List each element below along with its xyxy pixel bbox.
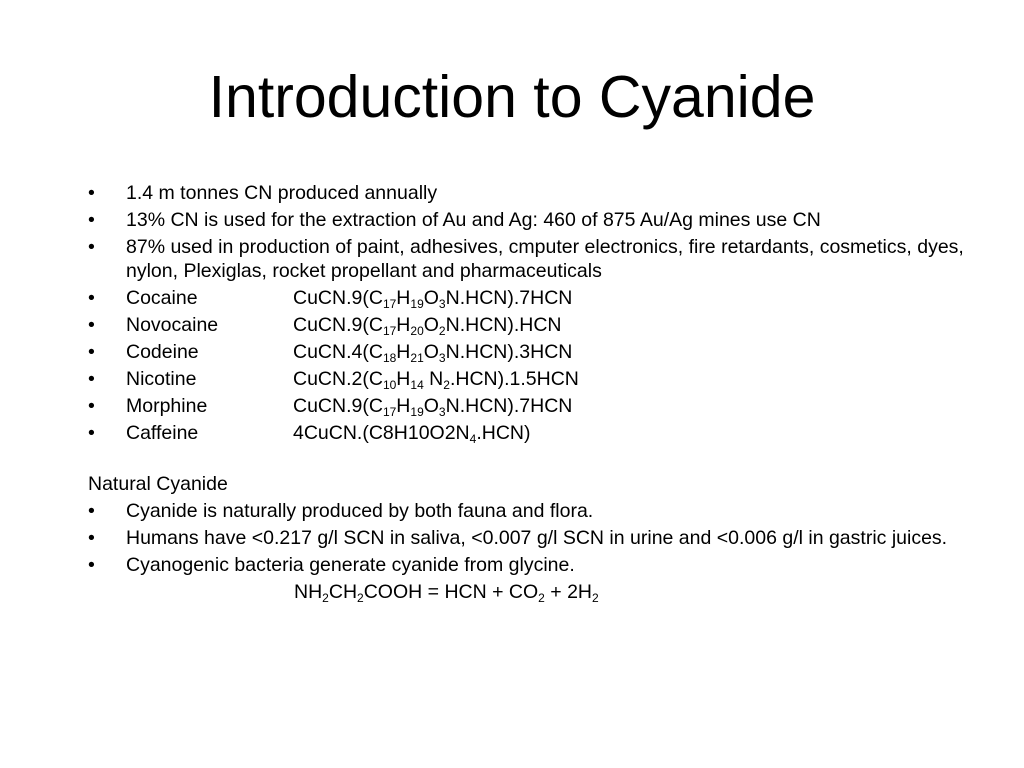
compound-formula: $CuCN.4(C_{18}H_{21}O_3N.HCN).3HCN$ — [293, 341, 573, 365]
list-item — [88, 553, 1018, 577]
compound-row — [88, 394, 1018, 418]
bullet-text: Cyanide is naturally produced by both fauna and flora. — [126, 500, 594, 522]
bullet-text: Humans have <0.217 g/l SCN in saliva, <0.007 g/l SCN in urine and <0.006 g/l in gastric juices. — [126, 527, 948, 549]
bullet-text: Cyanogenic bacteria generate cyanide from glycine. — [126, 554, 575, 576]
compound-row — [88, 313, 1018, 337]
bullet-marker: • — [88, 287, 95, 309]
bullet-text: 13% CN is used for the extraction of Au and Ag: 460 of 875 Au/Ag mines use CN — [126, 209, 821, 231]
bullet-marker: • — [88, 368, 95, 390]
bullet-marker: • — [88, 422, 95, 444]
compound-name: Novocaine — [126, 314, 219, 336]
slide-body — [88, 181, 1018, 604]
bullet-marker: • — [88, 236, 95, 258]
bullet-marker: • — [88, 314, 95, 336]
compound-name: Cocaine — [126, 287, 198, 309]
compound-formula: $CuCN.9(C_{17}H_{20}O_2N.HCN).HCN$ — [293, 314, 562, 338]
bullet-marker: • — [88, 527, 95, 549]
list-item — [88, 499, 1018, 523]
bullet-marker: • — [88, 395, 95, 417]
compound-row — [88, 340, 1018, 364]
compound-row — [88, 367, 1018, 391]
bullet-marker: • — [88, 500, 95, 522]
bullet-marker: • — [88, 209, 95, 231]
section-heading: Natural Cyanide — [88, 473, 228, 495]
bullet-text: 87% used in production of paint, adhesives, cmputer electronics, fire retardants, cosmetics, dyes, nylon, Plexiglas, rocket propellant and pharmaceuticals — [126, 236, 964, 282]
list-item — [88, 208, 1018, 232]
compound-name: Caffeine — [126, 422, 199, 444]
bullet-text: 1.4 m tonnes CN produced annually — [126, 182, 438, 204]
slide-title: Introduction to Cyanide — [208, 64, 816, 130]
compound-row — [88, 286, 1018, 310]
compound-formula: $CuCN.9(C_{17}H_{19}O_3N.HCN).7HCN$ — [293, 287, 573, 311]
glycine-equation: $NH_2CH_2COOH$ = HCN + $CO_2 + 2H_2$ — [294, 581, 599, 605]
compound-name: Morphine — [126, 395, 208, 417]
bullet-marker: • — [88, 182, 95, 204]
compound-formula: $4CuCN.(C8H10O2N_4.HCN)$ — [293, 422, 531, 446]
compound-row — [88, 421, 1018, 445]
bullet-marker: • — [88, 341, 95, 363]
compound-name: Codeine — [126, 341, 199, 363]
compound-name: Nicotine — [126, 368, 197, 390]
compound-formula: $CuCN.9(C_{17}H_{19}O_3N.HCN).7HCN$ — [293, 395, 573, 419]
list-item — [88, 235, 1018, 283]
compound-formula: $CuCN.2(C_{10}H_{14}$ $N_2.HCN).1.5HCN$ — [293, 368, 579, 392]
list-item — [88, 181, 1018, 205]
list-item — [88, 526, 1018, 550]
bullet-marker: • — [88, 554, 95, 576]
